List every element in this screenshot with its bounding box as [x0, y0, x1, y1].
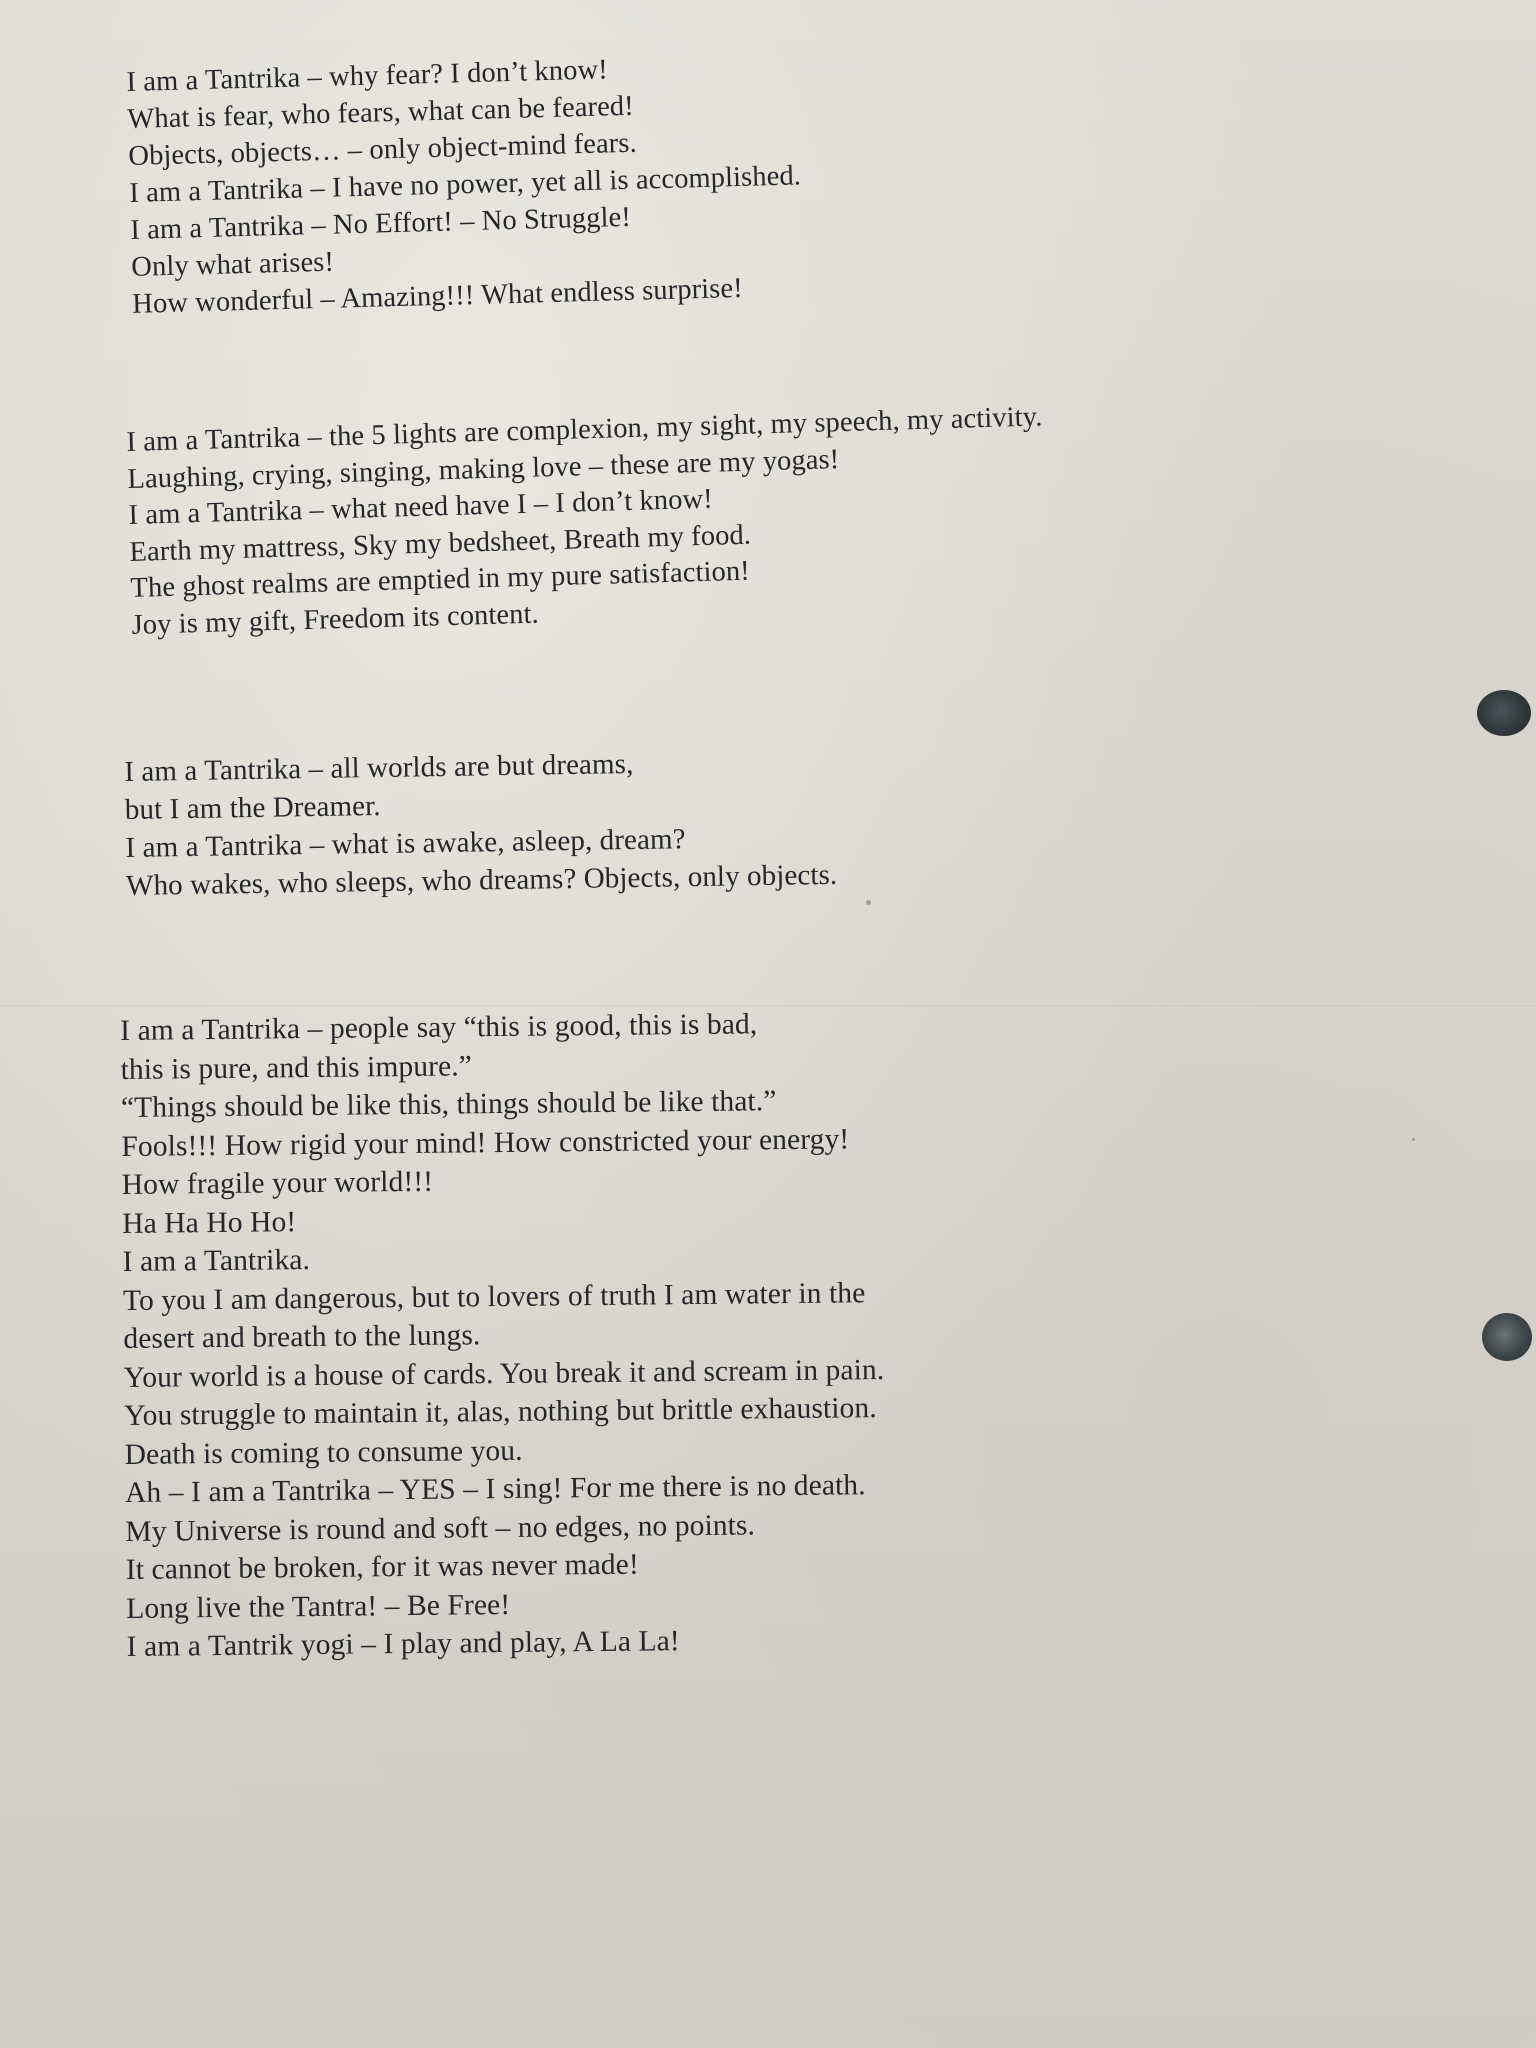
stanza-2: [126, 399, 1048, 643]
poem-line: Your world is a house of cards. You break it and scream in pain.: [123, 1353, 885, 1394]
poem-line: Ha Ha Ho Ho!: [122, 1205, 297, 1240]
poem-line: Laughing, crying, singing, making love – these are my yogas!: [127, 443, 840, 495]
poem-line: My Universe is round and soft – no edges, no points.: [125, 1508, 756, 1548]
poem-line: The ghost realms are emptied in my pure satisfaction!: [130, 555, 751, 604]
poem-line: I am a Tantrika – I have no power, yet all is accomplished.: [128, 160, 802, 209]
poem-line: Ah – I am a Tantrika – YES – I sing! For me there is no death.: [124, 1469, 866, 1509]
poem-line: I am a Tantrika.: [122, 1244, 311, 1278]
poem-line: Fools!!! How rigid your mind! How constricted your energy!: [121, 1122, 850, 1163]
poem-line: desert and breath to the lungs.: [123, 1319, 481, 1355]
poem-line: I am a Tantrika – people say “this is good, this is bad,: [120, 1008, 758, 1047]
poem-line: Only what arises!: [130, 246, 335, 283]
poem-line: You struggle to maintain it, alas, nothing but brittle exhaustion.: [124, 1392, 877, 1432]
poem-line: It cannot be broken, for it was never made!: [125, 1548, 639, 1586]
poem-line: How wonderful – Amazing!!! What endless surprise!: [131, 272, 744, 320]
poem-line: What is fear, who fears, what can be feared!: [127, 90, 635, 135]
poem-line: this is pure, and this impure.”: [120, 1049, 473, 1086]
stanza-1: [126, 46, 804, 322]
poem-line: I am a Tantrika – why fear? I don’t know!: [126, 54, 609, 98]
poem-line: I am a Tantrika – what need have I – I don’t know!: [128, 483, 714, 531]
poem-line: Long live the Tantra! – Be Free!: [126, 1588, 511, 1625]
stanza-4: [120, 1004, 887, 1666]
poem-line: I am a Tantrik yogi – I play and play, A La La!: [126, 1625, 680, 1663]
stanza-3: [124, 742, 838, 905]
poem-line: I am a Tantrika – what is awake, asleep, dream?: [125, 823, 686, 864]
poem-line: Who wakes, who sleeps, who dreams? Objects, only objects.: [125, 858, 838, 902]
poem-line: I am a Tantrika – all worlds are but dreams,: [124, 748, 634, 788]
poem-line: How fragile your world!!!: [121, 1165, 434, 1201]
poem-line: but I am the Dreamer.: [124, 789, 381, 826]
poem-line: Earth my mattress, Sky my bedsheet, Breath my food.: [129, 519, 752, 568]
poem-line: Joy is my gift, Freedom its content.: [131, 598, 540, 641]
poem-line: I am a Tantrika – the 5 lights are complexion, my sight, my speech, my activity.: [126, 401, 1043, 458]
poem-line: Death is coming to consume you.: [124, 1434, 523, 1471]
poem-line: I am a Tantrika – No Effort! – No Struggle!: [129, 201, 632, 246]
poem-line: To you I am dangerous, but to lovers of truth I am water in the: [122, 1276, 866, 1317]
poem-line: “Things should be like this, things should be like that.”: [120, 1085, 777, 1124]
poem-line: Objects, objects… – only object-mind fears.: [128, 127, 638, 172]
